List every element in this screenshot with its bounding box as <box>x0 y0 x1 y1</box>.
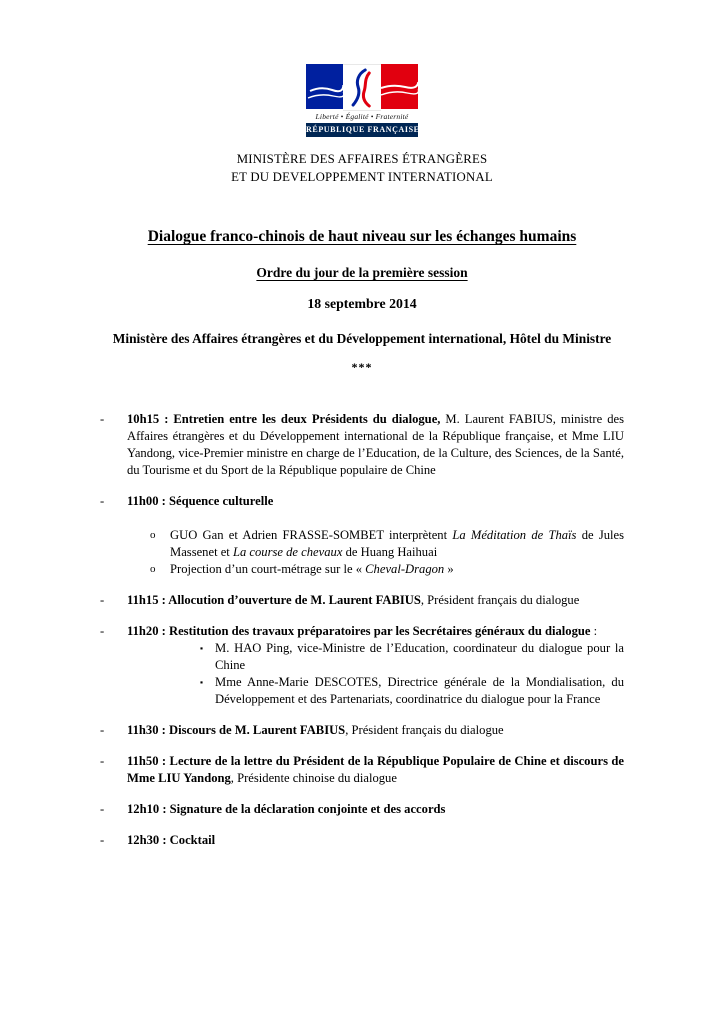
agenda-item-11h50 <box>100 753 624 787</box>
agenda-item-text <box>127 592 624 609</box>
agenda-item-bold: 11h30 : Discours de M. Laurent FABIUS <box>127 723 346 737</box>
agenda-item-heading <box>127 623 624 640</box>
agenda-item-bold: 11h15 : Allocution d’ouverture de M. Laurent FABIUS <box>127 593 421 607</box>
document-title-text: Dialogue franco-chinois de haut niveau sur les échanges humains <box>147 228 577 245</box>
wind-lines-icon <box>381 64 418 109</box>
agenda-item-rest: , Président français du dialogue <box>420 593 580 607</box>
agenda-item-10h15 <box>100 411 624 479</box>
square-bullet: ▪ <box>200 643 204 653</box>
agenda-item-12h10 <box>100 801 624 818</box>
text-segment: Projection d’un court-métrage sur le « <box>170 562 366 576</box>
agenda-item-heading <box>127 493 624 510</box>
dash-bullet: - <box>100 593 105 607</box>
work-title-italic: La course de chevaux <box>232 545 343 559</box>
french-flag-icon <box>306 64 418 109</box>
square-bullet: ▪ <box>200 677 204 687</box>
agenda-item-11h30 <box>100 722 624 739</box>
agenda-item-11h15 <box>100 592 624 609</box>
work-title-italic: La Méditation de Thaïs <box>452 528 577 542</box>
text-segment: de Huang Haihuai <box>342 545 438 559</box>
agenda-item-text <box>127 722 624 739</box>
agenda-subitem-text <box>170 561 624 578</box>
agenda-subitem <box>150 561 624 578</box>
agenda-subitem <box>200 674 624 708</box>
document-title <box>100 228 624 246</box>
agenda-subitem <box>200 640 624 674</box>
agenda-item-bold: 12h10 : Signature de la déclaration conjointe et des accords <box>127 802 446 816</box>
flag-blue-band <box>306 64 343 109</box>
republique-francaise-logo <box>297 64 427 137</box>
dash-bullet: - <box>100 802 105 816</box>
agenda-item-rest: M. Laurent FABIUS, ministre des Affaires étrangères et du Développement international de la République française, et Mme LIU Yandong, vice-Premier ministre en charge de l’Education, de la Culture, des Sciences, de la Santé, du Tourisme et du Sport de la République populaire de Chine <box>127 412 624 477</box>
agenda-item-text <box>127 753 624 787</box>
agenda-item-text <box>127 623 624 708</box>
session-location: Ministère des Affaires étrangères et du Développement international, Hôtel du Ministre <box>112 331 612 346</box>
agenda-item-11h00 <box>100 493 624 578</box>
agenda-subitem-text: Mme Anne-Marie DESCOTES, Directrice générale de la Mondialisation, du Développement et des Partenariats, coordinatrice du dialogue pour la France <box>215 675 624 706</box>
ministry-line-2: ET DU DEVELOPPEMENT INTERNATIONAL <box>231 170 493 184</box>
logo-motto: Liberté • Égalité • Fraternité <box>315 112 409 121</box>
dash-bullet: - <box>100 624 105 638</box>
agenda-sublist <box>127 640 624 708</box>
dash-bullet: - <box>100 723 105 737</box>
agenda-sublist <box>127 527 624 578</box>
document-subtitle-text: Ordre du jour de la première session <box>256 265 468 280</box>
agenda-item-text <box>127 832 624 849</box>
work-title-italic: Cheval-Dragon <box>365 562 445 576</box>
ministry-line-1: MINISTÈRE DES AFFAIRES ÉTRANGÈRES <box>236 152 488 166</box>
agenda-item-rest: , Président français du dialogue <box>345 723 504 737</box>
agenda-list <box>100 411 624 849</box>
agenda-subitem-text: M. HAO Ping, vice-Ministre de l’Education, coordinateur du dialogue pour la Chine <box>215 641 624 672</box>
agenda-item-12h30 <box>100 832 624 849</box>
agenda-item-text <box>127 801 624 818</box>
circle-bullet: o <box>150 529 156 541</box>
wind-lines-icon <box>306 64 343 109</box>
flag-red-band <box>381 64 418 109</box>
text-segment: GUO Gan et Adrien FRASSE-SOMBET interprètent <box>170 528 453 542</box>
ministry-name <box>100 150 624 186</box>
dash-bullet: - <box>100 412 105 426</box>
agenda-item-bold: 11h20 : Restitution des travaux préparatoires par les Secrétaires généraux du dialogue <box>127 624 591 638</box>
dash-bullet: - <box>100 754 105 768</box>
logo-republique-band: RÉPUBLIQUE FRANÇAISE <box>306 123 418 137</box>
agenda-subitem-text <box>170 527 624 561</box>
dash-bullet: - <box>100 494 105 508</box>
separator-stars: *** <box>351 360 373 374</box>
text-segment: de Jules Massenet et <box>170 528 625 559</box>
agenda-item-text <box>127 493 624 578</box>
dash-bullet: - <box>100 833 105 847</box>
session-date: 18 septembre 2014 <box>307 296 417 311</box>
agenda-item-bold: 12h30 : Cocktail <box>127 833 216 847</box>
text-segment: » <box>444 562 454 576</box>
agenda-item-bold: 11h00 : Séquence culturelle <box>127 494 274 508</box>
agenda-item-11h20 <box>100 623 624 708</box>
agenda-item-bold: 10h15 : Entretien entre les deux Présidents du dialogue, <box>127 412 441 426</box>
agenda-subitem <box>150 527 624 561</box>
circle-bullet: o <box>150 563 156 575</box>
marianne-icon <box>343 64 380 111</box>
agenda-item-bold: 11h50 : Lecture de la lettre du Président de la République Populaire de Chine et discours de Mme LIU Yandong <box>127 754 624 785</box>
agenda-item-rest: : <box>590 624 598 638</box>
document-subtitle <box>100 265 624 281</box>
agenda-item-text <box>127 411 624 479</box>
agenda-item-rest: , Présidente chinoise du dialogue <box>230 771 397 785</box>
